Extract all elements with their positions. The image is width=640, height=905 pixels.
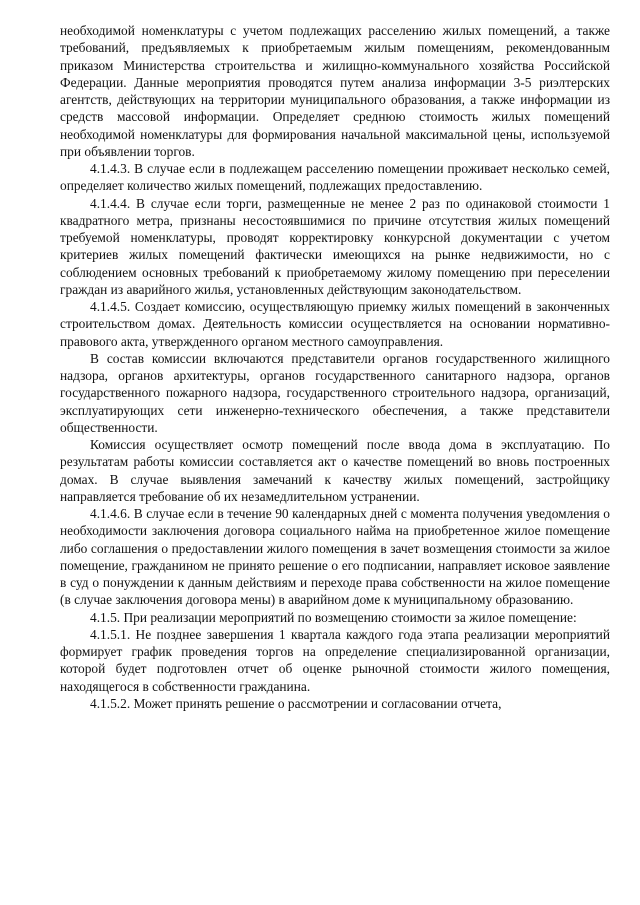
document-page xyxy=(60,22,610,712)
paragraph-4-1-4-3: 4.1.4.3. В случае если в подлежащем расселению помещении проживает несколько семей, определяет количество жилых помещений, подлежащих предоставлению. xyxy=(60,161,610,194)
paragraph-4-1-5: 4.1.5. При реализации мероприятий по возмещению стоимости за жилое помещение: xyxy=(90,609,577,625)
paragraph-4-1-4-6: 4.1.4.6. В случае если в течение 90 календарных дней с момента получения уведомления о необходимости заключения договора социального найма на приобретенное жилое помещение либо соглашения о предоставлении жилого помещения в зачет возмещения стоимости за жилое помещение, гражданином не принято решение о его подписании, направляет исковое заявление в суд о понуждении к данным действиям и переходе права собственности на жилое помещение (в случае заключения договора мены) в аварийном доме к муниципальному образованию. xyxy=(60,506,610,608)
paragraph-4-1-4-5: 4.1.4.5. Создает комиссию, осуществляющую приемку жилых помещений в законченных строительством домах. Деятельность комиссии осуществляется на основании нормативно-правового акта, утвержденного органом местного самоуправления. xyxy=(60,299,610,349)
paragraph-4-1-5-1: 4.1.5.1. Не позднее завершения 1 квартала каждого года этапа реализации мероприятий формирует график проведения торгов на определение специализированной организации, которой будет подготовлен отчет об оценке рыночной стоимости жилого помещения, находящегося в собственности гражданина. xyxy=(60,626,610,694)
paragraph-4-1-4-4: 4.1.4.4. В случае если торги, размещенные не менее 2 раз по одинаковой стоимости 1 квадратного метра, признаны несостоявшимися по причине отсутствия жилых помещений требуемой номенклатуры, проводят корректировку конкурсной документации с учетом критериев жилых помещений фактически имеющихся на рынке недвижимости, но с соблюдением основных требований к приобретаемому жилому помещению при переселении граждан из аварийного жилья, установленных действующим законодательством. xyxy=(60,195,610,297)
paragraph-commission-inspection: Комиссия осуществляет осмотр помещений после ввода дома в эксплуатацию. По результатам работы комиссии составляется акт о качестве помещений во вновь построенных домах. В случае выявления замечаний к качеству жилых помещений, застройщику направляется требование об их незамедлительном устранении. xyxy=(60,437,610,504)
paragraph-continuation: необходимой номенклатуры с учетом подлежащих расселению жилых помещений, а также требований, предъявляемых к приобретаемым жилым помещениям, рекомендованным приказом Министерства строительства и жилищно-коммунального хозяйства Российской Федерации. Данные мероприятия проводятся путем анализа информации 3-5 риэлтерских агентств, действующих на территории муниципального образования, а также информации из средств массовой информации. Определяет среднюю стоимость жилых помещений необходимой номенклатуры для формирования начальной максимальной цены, используемой при объявлении торгов. xyxy=(60,23,610,159)
paragraph-commission-members: В состав комиссии включаются представители органов государственного жилищного надзора, органов архитектуры, органов государственного санитарного надзора, органов государственного пожарного надзора, государственного строительного надзора, организаций, эксплуатирующих сети инженерно-технического обеспечения, а также представители общественности. xyxy=(60,350,610,435)
paragraph-4-1-5-2: 4.1.5.2. Может принять решение о рассмотрении и согласовании отчета, xyxy=(90,695,502,711)
